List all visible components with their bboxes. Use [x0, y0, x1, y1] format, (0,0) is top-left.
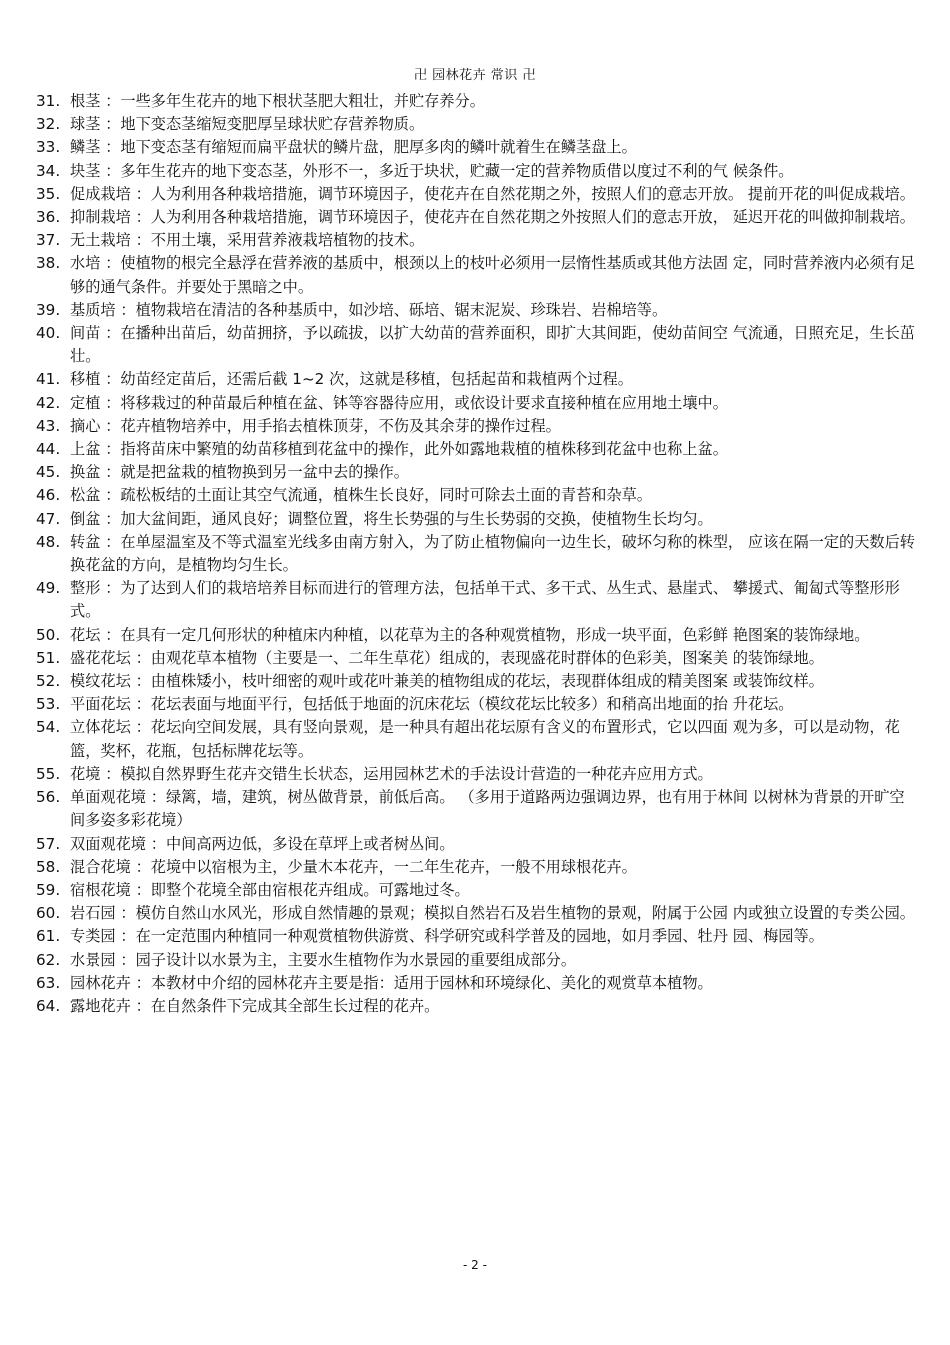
item-number: 49. [36, 579, 61, 598]
item-number: 56. [36, 788, 61, 807]
item-number: 51. [36, 648, 61, 667]
item-text: 抑制栽培 ：人为利用各种栽培措施，调节环境因子，使花卉在自然花期之外按照人们的意志开放， 延迟开花的叫做抑制栽培。 [70, 208, 915, 227]
list-item [36, 949, 916, 972]
list-item [36, 763, 916, 786]
item-number: 36. [36, 208, 61, 227]
item-number: 34. [36, 161, 61, 180]
page-number: - 2 - [463, 1258, 487, 1272]
list-item [36, 670, 916, 693]
item-number: 45. [36, 463, 61, 482]
item-number: 62. [36, 950, 61, 969]
term-list [36, 90, 916, 1018]
item-number: 37. [36, 231, 61, 250]
item-text: 摘心 ：花卉植物培养中，用手掐去植株顶芽，不伤及其余芽的操作过程。 [70, 416, 561, 435]
list-item [36, 252, 916, 298]
list-item [36, 716, 916, 762]
list-item [36, 183, 916, 206]
item-text: 换盆 ：就是把盆栽的植物换到另一盆中去的操作。 [70, 463, 409, 482]
item-text: 花坛 ：在具有一定几何形状的种植床内种植，以花草为主的各种观赏植物，形成一块平面，色彩鲜 艳图案的装饰绿地。 [70, 625, 870, 644]
item-number: 63. [36, 973, 61, 992]
item-text: 双面观花境 ：中间高两边低，多设在草坪上或者树丛间。 [70, 834, 455, 853]
item-number: 46. [36, 486, 61, 505]
list-item [36, 879, 916, 902]
item-text: 倒盆 ：加大盆间距，通风良好；调整位置，将生长势强的与生长势弱的交换，使植物生长均匀。 [70, 509, 713, 528]
list-item [36, 113, 916, 136]
list-item [36, 90, 916, 113]
list-item [36, 136, 916, 159]
item-number: 38. [36, 254, 61, 273]
list-item [36, 415, 916, 438]
list-item [36, 856, 916, 879]
item-number: 57. [36, 834, 61, 853]
list-item [36, 438, 916, 461]
item-text: 水培 ：使植物的根完全悬浮在营养液的基质中，根颈以上的枝叶必须用一层惰性基质或其他方法固 定，同时营养液内必须有足够的通气条件。并要处于黑暗之中。 [70, 254, 915, 296]
item-number: 41. [36, 370, 61, 389]
item-text: 根茎 ：一些多年生花卉的地下根状茎肥大粗壮，并贮存养分。 [70, 92, 485, 110]
item-text: 宿根花境 ：即整个花境全部由宿根花卉组成。可露地过冬。 [70, 880, 470, 899]
list-item [36, 925, 916, 948]
list-item [36, 995, 916, 1018]
item-number: 61. [36, 927, 61, 946]
list-item [36, 693, 916, 716]
list-item [36, 322, 916, 368]
item-text: 盛花花坛 ：由观花草本植物（主要是一、二年生草花）组成的，表现盛花时群体的色彩美，图案美 的装饰绿地。 [70, 648, 824, 667]
item-number: 35. [36, 184, 61, 203]
item-number: 44. [36, 440, 61, 459]
item-text: 定植 ：将移栽过的种苗最后种植在盆、钵等容器待应用，或依设计要求直接种植在应用地土壤中。 [70, 393, 728, 412]
list-item [36, 647, 916, 670]
item-number: 52. [36, 672, 61, 691]
item-text: 园林花卉 ：本教材中介绍的园林花卉主要是指：适用于园林和环境绿化、美化的观赏草本植物。 [70, 973, 713, 992]
item-text: 基质培 ：植物栽培在清洁的各种基质中，如沙培、砾培、锯末泥炭、珍珠岩、岩棉培等。 [70, 300, 668, 319]
list-item [36, 902, 916, 925]
item-number: 48. [36, 532, 61, 551]
list-item [36, 299, 916, 322]
item-number: 64. [36, 996, 61, 1015]
list-item [36, 786, 916, 832]
list-item [36, 624, 916, 647]
list-item [36, 484, 916, 507]
item-number: 43. [36, 416, 61, 435]
list-item [36, 508, 916, 531]
item-text: 平面花坛 ：花坛表面与地面平行，包括低于地面的沉床花坛（模纹花坛比较多）和稍高出地面的抬 升花坛。 [70, 695, 794, 714]
item-text: 无土栽培 ：不用土壤，采用营养液栽培植物的技术。 [70, 231, 425, 250]
item-text: 水景园 ：园子设计以水景为主，主要水生植物作为水景园的重要组成部分。 [70, 950, 577, 969]
item-text: 岩石园 ：模仿自然山水风光，形成自然情趣的景观；模拟自然岩石及岩生植物的景观，附属于公园 内或独立设置的专类公园。 [70, 904, 915, 923]
list-item [36, 368, 916, 391]
item-number: 31. [36, 92, 61, 110]
page-header: 卍 园林花卉 常识 卍 [414, 68, 536, 83]
item-number: 60. [36, 904, 61, 923]
item-text: 上盆 ：指将苗床中繁殖的幼苗移植到花盆中的操作，此外如露地栽植的植株移到花盆中也称上盆。 [70, 440, 728, 459]
item-number: 53. [36, 695, 61, 714]
item-number: 55. [36, 764, 61, 783]
list-item [36, 577, 916, 623]
item-text: 鳞茎 ：地下变态茎有缩短而扁平盘状的鳞片盘，肥厚多肉的鳞叶就着生在鳞茎盘上。 [70, 138, 637, 157]
item-text: 专类园 ：在一定范围内种植同一种观赏植物供游赏、科学研究或科学普及的园地，如月季园、牡丹 园、梅园等。 [70, 927, 824, 946]
item-text: 立体花坛 ：花坛向空间发展，具有竖向景观，是一种具有超出花坛原有含义的布置形式，它以四面 观为多，可以是动物，花篮，奖杯，花瓶，包括标牌花坛等。 [70, 718, 900, 760]
list-item [36, 160, 916, 183]
list-item [36, 833, 916, 856]
item-text: 模纹花坛 ：由植株矮小，枝叶细密的观叶或花叶兼美的植物组成的花坛，表现群体组成的精美图案 或装饰纹样。 [70, 672, 824, 691]
item-text: 间苗 ：在播种出苗后，幼苗拥挤，予以疏拔，以扩大幼苗的营养面积，即扩大其间距，使幼苗间空 气流通，日照充足，生长茁壮。 [70, 324, 915, 366]
item-number: 59. [36, 880, 61, 899]
item-text: 松盆 ：疏松板结的土面让其空气流通，植株生长良好，同时可除去土面的青苔和杂草。 [70, 486, 652, 505]
item-text: 整形 ：为了达到人们的栽培培养目标而进行的管理方法，包括单干式、多干式、丛生式、悬崖式、 攀援式、匍匐式等整形形式。 [70, 579, 900, 621]
item-text: 混合花境 ：花境中以宿根为主，少量木本花卉，一二年生花卉，一般不用球根花卉。 [70, 857, 637, 876]
item-text: 露地花卉 ：在自然条件下完成其全部生长过程的花卉。 [70, 996, 440, 1015]
item-number: 54. [36, 718, 61, 737]
item-number: 39. [36, 300, 61, 319]
list-item [36, 229, 916, 252]
list-item [36, 206, 916, 229]
list-item [36, 461, 916, 484]
list-item [36, 531, 916, 577]
item-text: 球茎 ：地下变态茎缩短变肥厚呈球状贮存营养物质。 [70, 115, 425, 134]
item-text: 块茎 ：多年生花卉的地下变态茎，外形不一，多近于块状，贮藏一定的营养物质借以度过不利的气 候条件。 [70, 161, 794, 180]
item-text: 促成栽培 ：人为利用各种栽培措施，调节环境因子，使花卉在自然花期之外，按照人们的意志开放。 提前开花的叫促成栽培。 [70, 184, 915, 203]
item-text: 移植 ：幼苗经定苗后，还需后截 1~2 次，这就是移植，包括起苗和栽植两个过程。 [70, 370, 633, 389]
list-item [36, 972, 916, 995]
item-text: 花境 ：模拟自然界野生花卉交错生长状态，运用园林艺术的手法设计营造的一种花卉应用方式。 [70, 764, 713, 783]
item-number: 50. [36, 625, 61, 644]
item-number: 42. [36, 393, 61, 412]
item-number: 32. [36, 115, 61, 134]
item-number: 47. [36, 509, 61, 528]
list-item [36, 392, 916, 415]
item-number: 33. [36, 138, 61, 157]
item-number: 40. [36, 324, 61, 343]
item-text: 转盆 ：在单屋温室及不等式温室光线多由南方射入，为了防止植物偏向一边生长，破坏匀称的株型， 应该在隔一定的天数后转换花盆的方向，是植物均匀生长。 [70, 532, 915, 575]
item-text: 单面观花境 ：绿篱，墙，建筑，树丛做背景，前低后高。 （多用于道路两边强调边界，也有用于林间 以树林为背景的开旷空间多姿多彩花境） [70, 788, 905, 830]
item-number: 58. [36, 857, 61, 876]
